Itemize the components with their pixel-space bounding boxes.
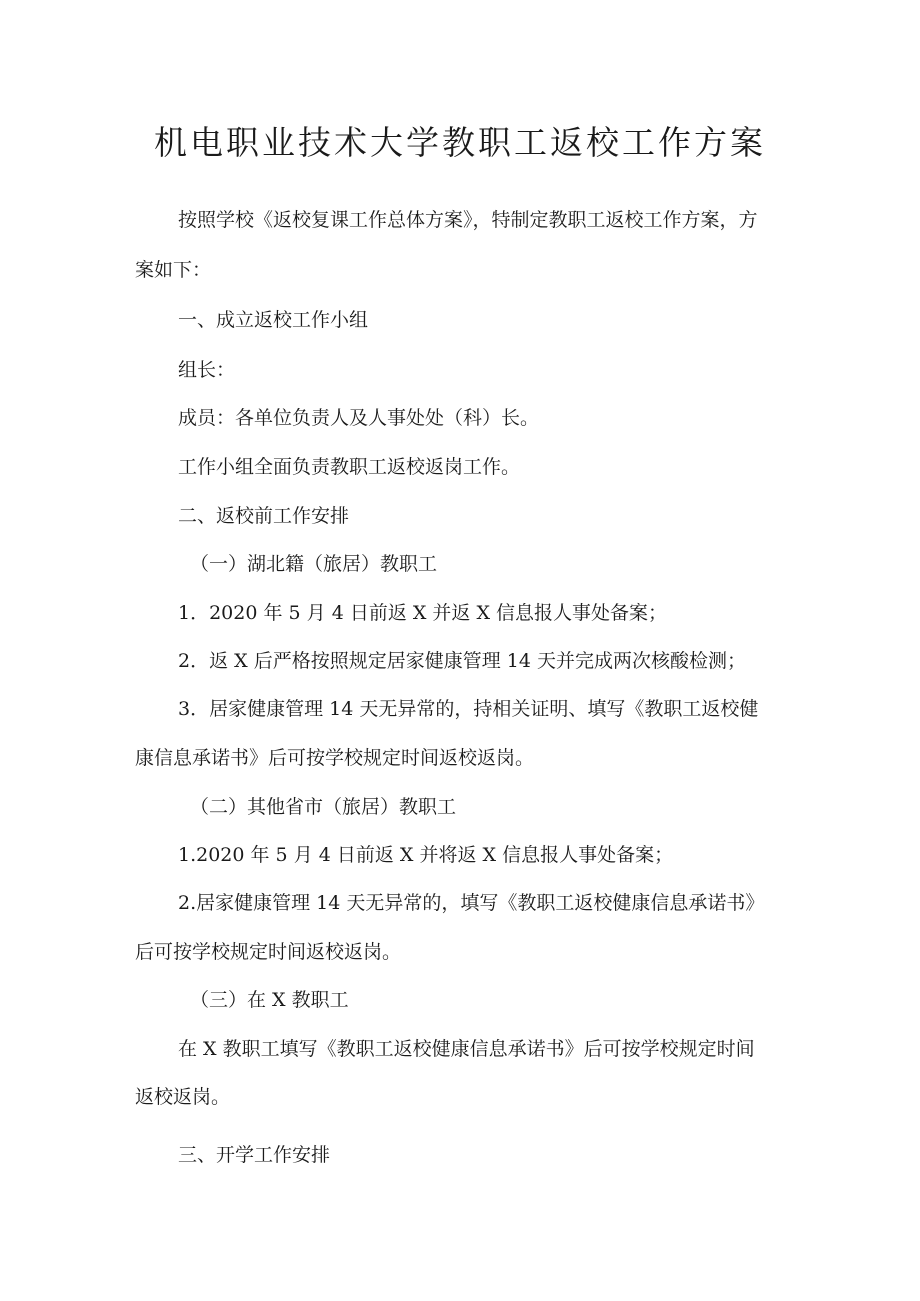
subsection-heading-3: （三）在 X 教职工: [190, 989, 349, 1011]
subsection-2-item-2-line-2: 后可按学校规定时间返校返岗。: [135, 941, 402, 963]
subsection-1-item-3-line-2: 康信息承诺书》后可按学校规定时间返校返岗。: [135, 747, 535, 769]
subsection-1-item-1: 1．2020 年 5 月 4 日前返 X 并返 X 信息报人事处备案；: [178, 602, 668, 624]
subsection-1-item-2: 2．返 X 后严格按照规定居家健康管理 14 天并完成两次核酸检测；: [178, 650, 746, 672]
subsection-2-item-1: 1.2020 年 5 月 4 日前返 X 并将返 X 信息报人事处备案；: [178, 844, 674, 866]
subsection-heading-2: （二）其他省市（旅居）教职工: [190, 796, 457, 818]
subsection-1-item-3-line-1: 3．居家健康管理 14 天无异常的，持相关证明、填写《教职工返校健: [178, 698, 759, 720]
group-duty-line: 工作小组全面负责教职工返校返岗工作。: [178, 456, 521, 478]
document-title: 机电职业技术大学教职工返校工作方案: [154, 123, 766, 162]
section-heading-1: 一、成立返校工作小组: [178, 309, 369, 331]
subsection-3-text-line-1: 在 X 教职工填写《教职工返校健康信息承诺书》后可按学校规定时间: [178, 1038, 755, 1060]
section-heading-3: 三、开学工作安排: [178, 1144, 331, 1166]
intro-paragraph-line-1: 按照学校《返校复课工作总体方案》，特制定教职工返校工作方案，方: [178, 209, 758, 231]
subsection-2-item-2-line-1: 2.居家健康管理 14 天无异常的，填写《教职工返校健康信息承诺书》: [178, 892, 765, 914]
subsection-3-text-line-2: 返校返岗。: [135, 1086, 231, 1108]
group-leader-line: 组长：: [178, 359, 236, 381]
section-heading-2: 二、返校前工作安排: [178, 505, 350, 527]
intro-paragraph-line-2: 案如下：: [135, 259, 212, 281]
subsection-heading-1: （一）湖北籍（旅居）教职工: [190, 553, 438, 575]
group-members-line: 成员：各单位负责人及人事处处（科）长。: [178, 407, 540, 429]
